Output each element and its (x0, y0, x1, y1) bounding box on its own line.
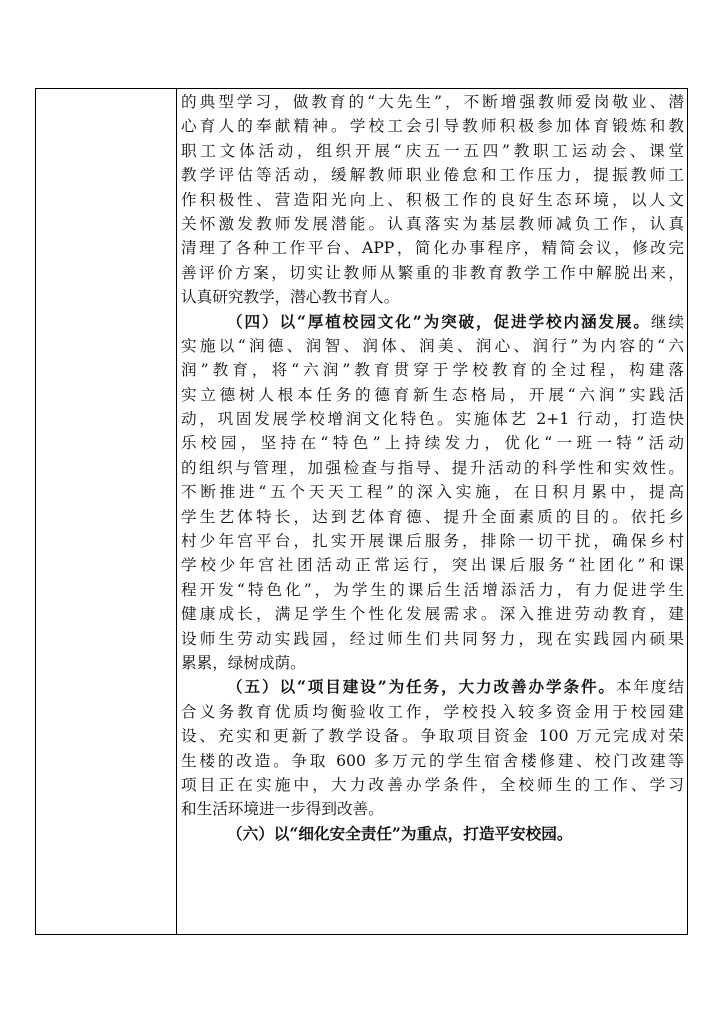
section-heading: （四）以“厚植校园文化”为突破，促进学校内涵发展。 (227, 311, 651, 331)
text-line: 实立德树人根本任务的德育新生态格局，开展“六润”实践活 (181, 385, 684, 404)
content-table (35, 88, 688, 935)
section-heading: （六）以“细化安全责任”为重点，打造平安校园。 (227, 823, 573, 843)
text-line: 清理了各种工作平台、APP，简化办事程序，精简会议，修改完 (181, 239, 684, 258)
text-line: 乐校园，坚持在“特色”上持续发力，优化“一班一特”活动 (181, 434, 684, 453)
text-line: 程开发“特色化”，为学生的课后生活增添活力，有力促进学生 (181, 580, 684, 599)
text-line: 健康成长，满足学生个性化发展需求。深入推进劳动教育，建 (181, 605, 684, 624)
text-line: 的典型学习，做教育的“大先生”，不断增强教师爱岗敬业、潜 (181, 93, 684, 111)
text-line: 润”教育，将“六润”教育贯穿于学校教育的全过程，构建落 (181, 361, 684, 380)
text-line: 作积极性、营造阳光向上、积极工作的良好生态环境，以人文 (181, 190, 684, 209)
text-line: 村少年宫平台，扎实开展课后服务，排除一切干扰，确保乡村 (181, 532, 684, 551)
text-line: 职工文体活动，组织开展“庆五一五四”教职工运动会、课堂 (181, 141, 684, 160)
text-line: 设、充实和更新了教学设备。争取项目资金 100 万元完成对荣 (181, 727, 684, 746)
column-divider (176, 89, 177, 934)
text-line: 认真研究教学，潜心教书育人。 (181, 288, 400, 307)
text-line: 生楼的改造。争取 600 多万元的学生宿舍楼修建、校门改建等 (181, 751, 684, 770)
text-line: 不断推进“五个天天工程”的深入实施，在日积月累中，提高 (181, 483, 684, 502)
text-line: 动，巩固发展学校增润文化特色。实施体艺 2+1 行动，打造快 (181, 410, 684, 429)
text-line: 学校少年宫社团活动正常运行，突出课后服务“社团化”和课 (181, 556, 684, 575)
text-line: 设师生劳动实践园，经过师生们共同努力，现在实践园内硕果 (181, 629, 684, 648)
paragraph-safety (181, 822, 684, 846)
heading-rest: 本年度结 (615, 678, 684, 697)
text-line: 累累，绿树成荫。 (181, 653, 306, 672)
text-line: 心育人的奉献精神。学校工会引导教师积极参加体育锻炼和教 (181, 117, 684, 136)
section-heading-line (181, 822, 684, 846)
text-line: 项目正在实施中，大力改善办学条件，全校师生的工作、学习 (181, 775, 684, 794)
heading-rest: 继续 (650, 312, 684, 331)
text-line: 和生活环境进一步得到改善。 (181, 800, 384, 819)
text-line: 关怀激发教师发展潜能。认真落实为基层教师减负工作，认真 (181, 214, 684, 233)
text-line: 合义务教育优质均衡验收工作，学校投入较多资金用于校园建 (181, 702, 684, 721)
section-heading-line (181, 310, 684, 334)
section-heading-line (181, 675, 684, 699)
paragraph-project-construction (181, 675, 684, 821)
text-line: 实施以“润德、润智、润体、润美、润心、润行”为内容的“六 (181, 336, 684, 355)
text-line: 善评价方案，切实让教师从繁重的非教育教学工作中解脱出来， (181, 263, 684, 282)
content-cell (181, 90, 684, 846)
text-line: 教学评估等活动，缓解教师职业倦怠和工作压力，提振教师工 (181, 166, 684, 185)
text-line: 学生艺体特长，达到艺体育德、提升全面素质的目的。依托乡 (181, 507, 684, 526)
paragraph-teacher-development (181, 90, 684, 310)
paragraph-campus-culture (181, 310, 684, 676)
section-heading: （五）以“项目建设”为任务，大力改善办学条件。 (227, 677, 616, 697)
text-line: 的组织与管理，加强检查与指导、提升活动的科学性和实效性。 (181, 458, 684, 477)
